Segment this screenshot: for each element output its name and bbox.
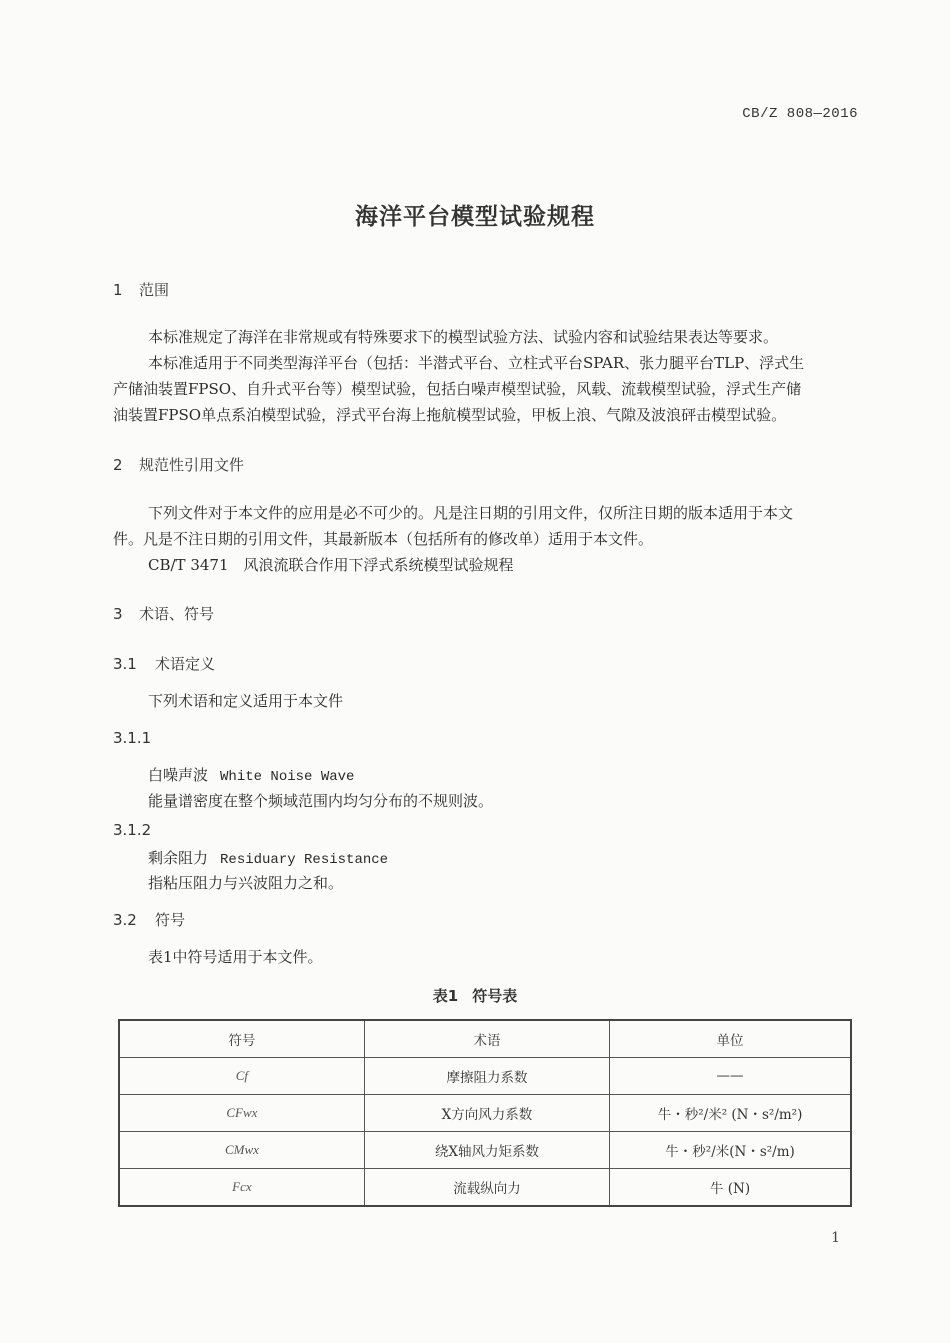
term-chinese: 白噪声波 [148, 766, 209, 784]
section-title: 规范性引用文件 [139, 456, 245, 474]
table-number: 表1 [432, 987, 459, 1005]
section-title: 术语、符号 [139, 605, 215, 623]
term-definition: 能量谱密度在整个频域范围内均匀分布的不规则波。 [148, 792, 494, 810]
unit-cell: —— [610, 1058, 851, 1095]
section-title: 符号 [155, 911, 186, 929]
term-white-noise-wave [148, 762, 858, 790]
header-term: 术语 [364, 1020, 609, 1058]
term-cell: 流载纵向力 [364, 1169, 609, 1207]
symbol-cell: CMwx [119, 1132, 364, 1169]
section-number: 3.1.2 [113, 821, 152, 839]
term-cell: 绕X轴风力矩系数 [364, 1132, 609, 1169]
normative-reference: CB/T 3471 风浪流联合作用下浮式系统模型试验规程 [148, 556, 514, 574]
header-symbol: 符号 [119, 1020, 364, 1058]
section-number: 3.2 [113, 911, 137, 929]
section-2-para-line-1: 下列文件对于本文件的应用是必不可少的。凡是注日期的引用文件，仅所注日期的版本适用于本文 [148, 504, 794, 522]
table-title: 符号表 [472, 987, 518, 1005]
section-3-1-2-heading [113, 821, 155, 839]
section-number: 3.1.1 [113, 729, 152, 747]
term-english: Residuary Resistance [220, 852, 389, 868]
table-row [119, 1095, 851, 1132]
standard-code: CB/Z 808—2016 [742, 106, 858, 122]
section-3-2-heading [113, 909, 185, 930]
symbol-cell: CFwx [119, 1095, 364, 1132]
section-3-1-para: 下列术语和定义适用于本文件 [148, 692, 344, 710]
section-3-1-heading [113, 653, 215, 674]
section-1-para-1: 本标准规定了海洋在非常规或有特殊要求下的模型试验方法、试验内容和试验结果表达等要求。 [148, 328, 779, 346]
term-cell: 摩擦阻力系数 [364, 1058, 609, 1095]
section-1-para-2-line-2: 产储油装置FPSO、自升式平台等）模型试验，包括白噪声模型试验，风载、流载模型试验，浮式生产储 [113, 380, 802, 398]
document-title: 海洋平台模型试验规程 [355, 204, 595, 230]
symbol-table [118, 1019, 852, 1207]
section-2-heading [113, 454, 244, 475]
section-1-para-2-line-3: 油装置FPSO单点系泊模型试验，浮式平台海上拖航模型试验，甲板上浪、气隙及波浪砰击模型试验。 [113, 406, 787, 424]
section-number: 1 [113, 281, 123, 299]
section-3-heading [113, 603, 214, 624]
section-3-2-para: 表1中符号适用于本文件。 [148, 948, 323, 966]
section-1-para-2-line-1: 本标准适用于不同类型海洋平台（包括：半潜式平台、立柱式平台SPAR、张力腿平台TLP、浮式生 [148, 354, 805, 372]
table-header-row [119, 1020, 851, 1058]
unit-cell: 牛 (N) [610, 1169, 851, 1207]
section-number: 3 [113, 605, 123, 623]
term-cell: X方向风力系数 [364, 1095, 609, 1132]
section-title: 术语定义 [155, 655, 216, 673]
table-row [119, 1132, 851, 1169]
unit-cell: 牛・秒²/米(N・s²/m) [610, 1132, 851, 1169]
symbol-cell: Fcx [119, 1169, 364, 1207]
section-3-1-1-heading [113, 729, 155, 747]
term-definition: 指粘压阻力与兴波阻力之和。 [148, 874, 344, 892]
symbol-cell: Cf [119, 1058, 364, 1095]
term-english: White Noise Wave [220, 769, 355, 785]
section-number: 2 [113, 456, 123, 474]
unit-cell: 牛・秒²/米² (N・s²/m²) [610, 1095, 851, 1132]
section-number: 3.1 [113, 655, 137, 673]
section-2-para-line-2: 件。凡是不注日期的引用文件，其最新版本（包括所有的修改单）适用于本文件。 [113, 530, 654, 548]
header-unit: 单位 [610, 1020, 851, 1058]
page-number: 1 [831, 1230, 840, 1246]
term-residuary-resistance [148, 845, 858, 873]
table-row [119, 1169, 851, 1207]
section-title: 范围 [139, 281, 170, 299]
table-row [119, 1058, 851, 1095]
table-caption [0, 985, 950, 1006]
section-1-heading [113, 279, 169, 300]
term-chinese: 剩余阻力 [148, 849, 209, 867]
